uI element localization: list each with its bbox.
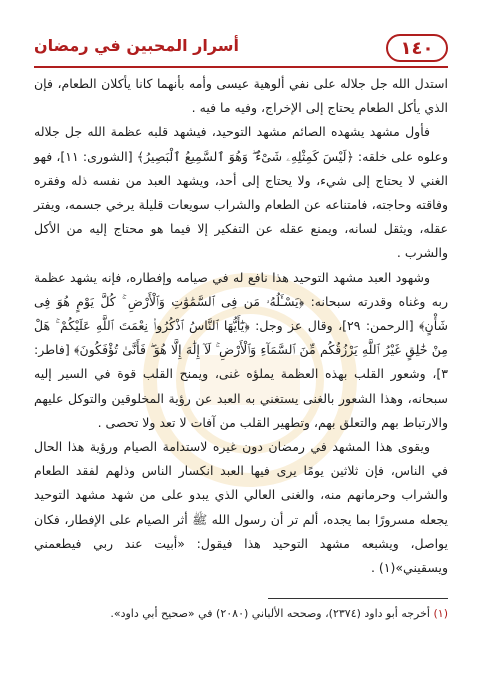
paragraph: وشهود العبد مشهد التوحيد هذا نافع له في صيامه وإفطاره، فإنه يشهد عظمة ربه وغناه وقدرته سبحانه: ﴿يَسْـَٔلُهُۥ مَن فِى ٱلسَّمَٰوَٰتِ وَٱلْأَرْضِ ۚ كُلَّ يَوْمٍ هُوَ فِى شَأْنٍ﴾ [الرحمن: ٢٩]، وقال عز وجل: ﴿يَٰٓأَيُّهَا ٱلنَّاسُ ٱذْكُرُوا۟ نِعْمَتَ ٱللَّهِ عَلَيْكُمْ ۚ هَلْ مِنْ خَٰلِقٍ غَيْرُ ٱللَّهِ يَرْزُقُكُم مِّنَ ٱلسَّمَآءِ وَٱلْأَرْضِ ۚ لَآ إِلَٰهَ إِلَّا هُوَ ۖ فَأَنَّىٰ تُؤْفَكُونَ﴾ [فاطر: ٣]، وشعور القلب بهذه العظمة يملؤه غنى، ويمنح القلب قوة في السير إليه سبحانه، وهذا الشعور بالغنى يستغني به العبد عن رؤية المخلوقين والتوكل عليهم والارتباط بهم والتعلق بهم، وتطهير القلب من آفات لا تعد ولا تحصى . <box>34 269 448 430</box>
main-text <box>34 72 448 580</box>
footnote-divider <box>268 598 448 599</box>
footnote-mark: (١) <box>433 607 448 620</box>
page-number-badge <box>386 34 448 62</box>
page-header <box>34 34 448 64</box>
paragraph: فأول مشهد يشهده الصائم مشهد التوحيد، فيشهد قلبه عظمة الله جل جلاله وعلوه على خلقه: ﴿لَيْسَ كَمِثْلِهِۦ شَىْءٌ ۖ وَهُوَ ٱلسَّمِيعُ ٱلْبَصِيرُ﴾ [الشورى: ١١]، فهو الغني لا يحتاج إلى شيء، ولا يحتاج إلى أحد، ويشهد العبد من نفسه ذله وفقره وفاقته وحاجته، فامتناعه عن الطعام والشراب سويعات قليلة يرخي جسمه، ويفتر عقله، ويثقل لسانه، ويمنع عقله عن التفكير إلا فيما هو محتاج إليه من الأكل والشرب . <box>34 124 448 261</box>
header-divider <box>34 66 448 68</box>
footnote-text: أخرجه أبو داود (٢٣٧٤)، وصححه الألباني (٢٠٨٠) في «صحيح أبي داود». <box>110 607 430 620</box>
paragraph: استدل الله جل جلاله على نفي ألوهية عيسى وأمه بأنهما كانا يأكلان الطعام، فإن الذي يأكل الطعام يحتاج إلى الإخراج، وفيه ما فيه . <box>34 76 448 116</box>
footnote <box>34 605 448 623</box>
paragraph: ويقوى هذا المشهد في رمضان دون غيره لاستدامة الصيام ورؤية هذا الحال في الناس، فإن ثلاثين يومًا يرى فيها العبد انكسار الناس وذلهم لفقد الطعام والشراب وحرمانهم منه، والغنى العالي الذي يبدو على من شهد مشهد التوحيد يجعله مسرورًا بما يجده، ألم تر أن رسول الله ﷺ أثر الصيام على الإفطار، فكان يواصل، ويشبعه مشهد التوحيد هذا فيقول: «أبيت عند ربي فيطعمني ويسقيني»(١) . <box>34 439 448 576</box>
page-number: ١٤٠ <box>400 37 434 59</box>
running-title: أسرار المحبين في رمضان <box>34 36 239 55</box>
